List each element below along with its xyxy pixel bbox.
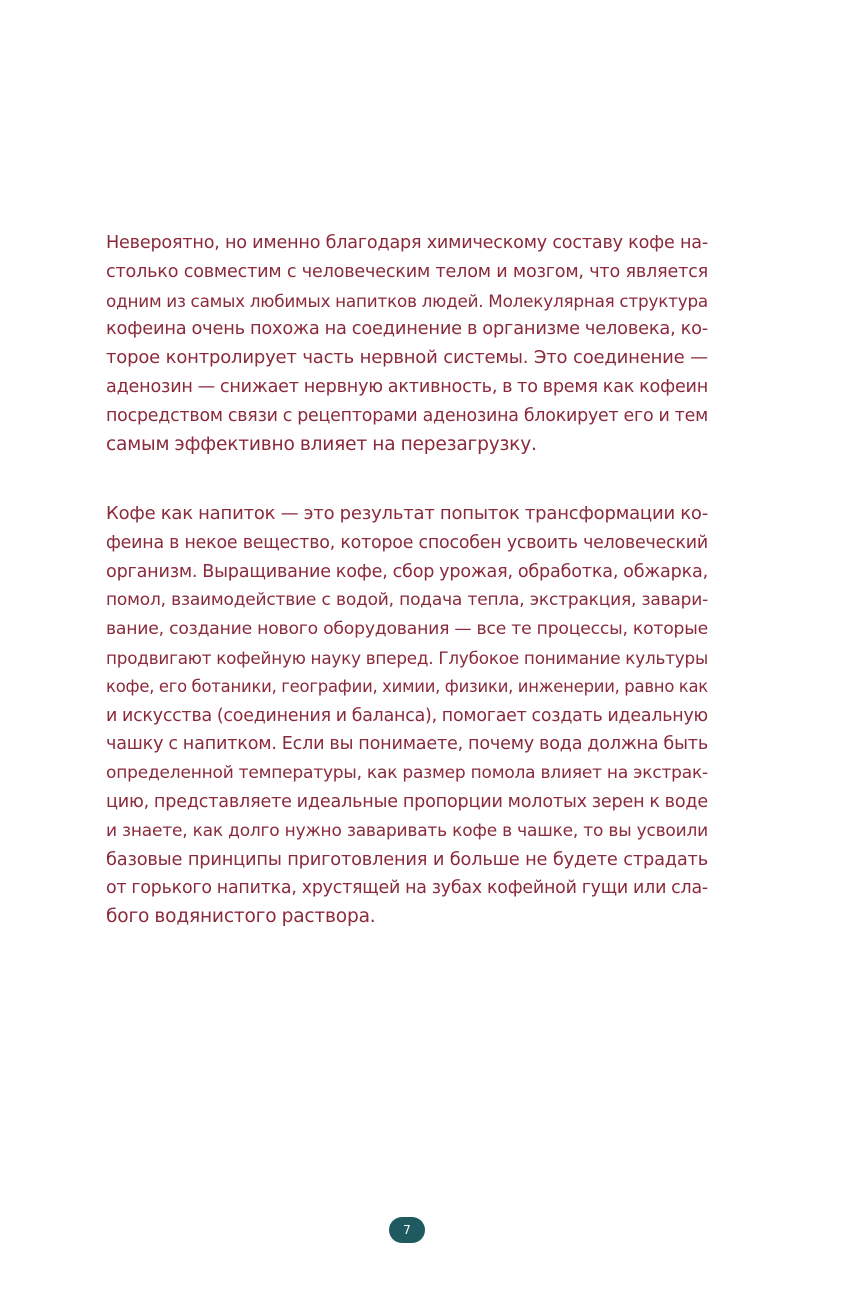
page-number-badge: 7 [389, 1217, 425, 1243]
text-line: посредством связи с рецепторами аденозина блокирует его и тем [106, 405, 708, 426]
text-line: и знаете, как долго нужно заваривать кофе в чашке, то вы усвоили [106, 820, 708, 841]
body-paragraph-1 [106, 229, 708, 459]
body-paragraph-2 [106, 500, 708, 932]
text-line: базовые принципы приготовления и больше не будете страдать [106, 848, 708, 870]
text-line: и искусства (соединения и баланса), помогает создать идеальную [106, 705, 708, 726]
text-line: кофеина очень похожа на соединение в организме человека, ко- [106, 318, 708, 340]
text-line: вание, создание нового оборудования — все те процессы, которые [106, 619, 708, 640]
text-line: самым эффективно влияет на перезагрузку. [106, 433, 537, 455]
text-line: бого водянистого раствора. [106, 906, 376, 928]
text-line: чашку с напитком. Если вы понимаете, почему вода должна быть [106, 734, 708, 755]
text-line: столько совместим с человеческим телом и мозгом, что является [106, 261, 708, 282]
text-line: продвигают кофейную науку вперед. Глубокое понимание культуры [106, 647, 708, 668]
text-line: от горького напитка, хрустящей на зубах кофейной гущи или сла- [106, 878, 708, 899]
text-line: цию, представляете идеальные пропорции молотых зерен к воде [106, 791, 708, 812]
text-line: феина в некое вещество, которое способен усвоить человеческий [106, 532, 708, 553]
text-line: одним из самых любимых напитков людей. Молекулярная структура [106, 290, 708, 311]
text-line: Невероятно, но именно благодаря химическому составу кофе на- [106, 233, 708, 253]
text-line: организм. Выращивание кофе, сбор урожая, обработка, обжарка, [106, 561, 708, 582]
text-line: торое контролирует часть нервной системы. Это соединение — [106, 347, 708, 369]
text-line: кофе, его ботаники, географии, химии, физики, инженерии, равно как [106, 676, 708, 696]
text-line: определенной температуры, как размер помола влияет на экстрак- [106, 763, 708, 784]
text-line: аденозин — снижает нервную активность, в то время как кофеин [106, 376, 709, 397]
text-line: помол, взаимодействие с водой, подача тепла, экстракция, завари- [106, 590, 708, 611]
text-line: Кофе как напиток — это результат попыток трансформации ко- [106, 503, 708, 524]
